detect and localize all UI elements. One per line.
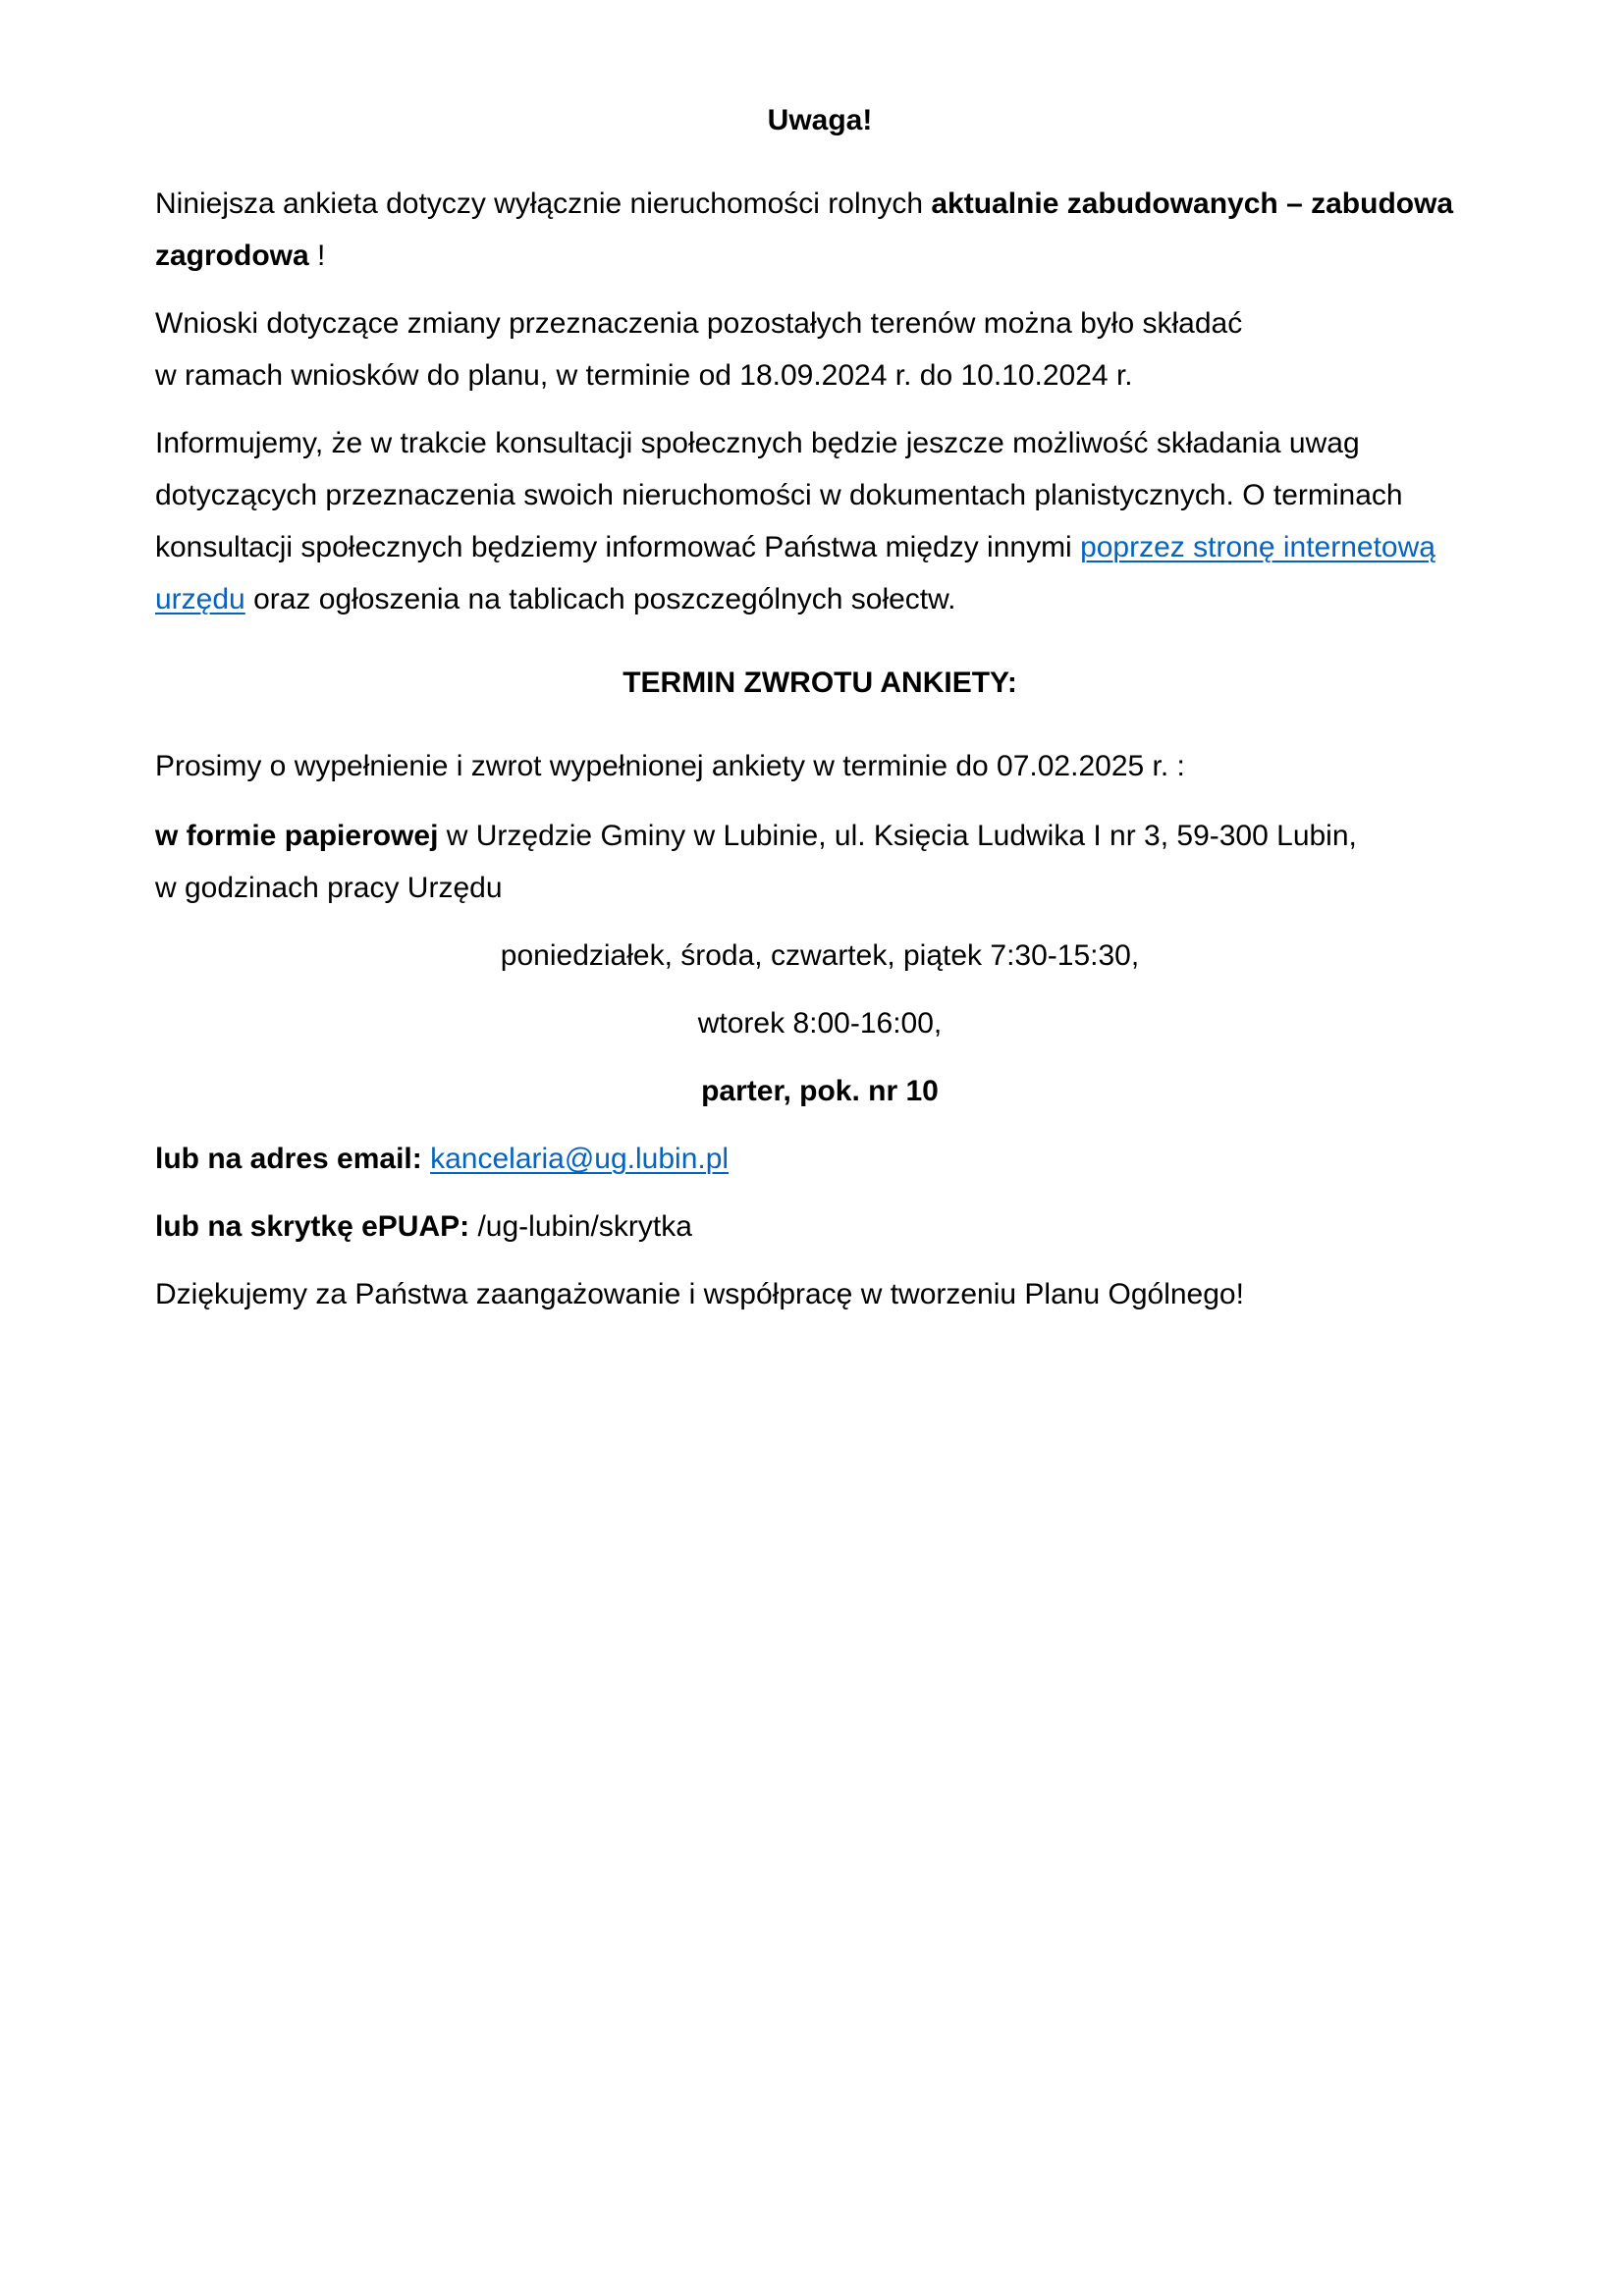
paper-form-info [155, 810, 1471, 914]
epuap-label: lub na skrytkę ePUAP: [155, 1210, 470, 1243]
scope-bold-text: aktualnie zabudowanych – zabudowa zagrodowa [155, 187, 1454, 272]
office-hours-weekdays: poniedziałek, środa, czwartek, piątek 7:30-15:30, [500, 939, 1140, 972]
paragraph-previous-applications [155, 297, 1471, 401]
epuap-address: /ug-lubin/skrytka [469, 1210, 692, 1243]
consultations-end: oraz ogłoszenia na tablicach poszczególnych sołectw. [244, 583, 956, 615]
office-website-link[interactable]: poprzez stronę internetową urzędu [155, 531, 1435, 615]
office-room: parter, pok. nr 10 [701, 1075, 939, 1107]
thanks-message: Dziękujemy za Państwa zaangażowanie i współpracę w tworzeniu Planu Ogólnego! [155, 1278, 1244, 1310]
previous-applications-line2: w ramach wniosków do planu, w terminie od 18.09.2024 r. do 10.10.2024 r. [155, 359, 1133, 392]
scope-text: Niniejsza ankieta dotyczy wyłącznie nieruchomości rolnych [155, 187, 932, 220]
paragraph-scope [155, 178, 1471, 282]
email-link[interactable]: kancelaria@ug.lubin.pl [430, 1143, 730, 1175]
email-info [155, 1133, 1471, 1185]
paper-form-label: w formie papierowej [155, 820, 439, 852]
return-request: Prosimy o wypełnienie i zwrot wypełnionej ankiety w terminie do 07.02.2025 r. : [155, 750, 1185, 782]
office-hours-tuesday: wtorek 8:00-16:00, [697, 1007, 943, 1040]
deadline-heading: TERMIN ZWROTU ANKIETY: [623, 667, 1017, 699]
epuap-info [155, 1201, 1471, 1253]
scope-end: ! [308, 240, 326, 272]
paper-form-address: w Urzędzie Gminy w Lubinie, ul. Księcia Ludwika I nr 3, 59-300 Lubin, [438, 820, 1357, 852]
paper-form-hours-intro: w godzinach pracy Urzędu [155, 872, 503, 904]
paragraph-consultations [155, 417, 1471, 625]
previous-applications-line1: Wnioski dotyczące zmiany przeznaczenia pozostałych terenów można było składać [155, 307, 1243, 340]
document-content [155, 94, 1471, 1320]
notice-title: Uwaga! [767, 104, 873, 136]
consultations-text: Informujemy, że w trakcie konsultacji społecznych będzie jeszcze możliwość składania uwag dotyczących przeznaczenia swoich nieruchomości w dokumentach planistycznych. O terminach konsultacji społecznych będziemy informować Państwa między innymi [155, 427, 1403, 563]
email-label: lub na adres email: [155, 1143, 422, 1175]
